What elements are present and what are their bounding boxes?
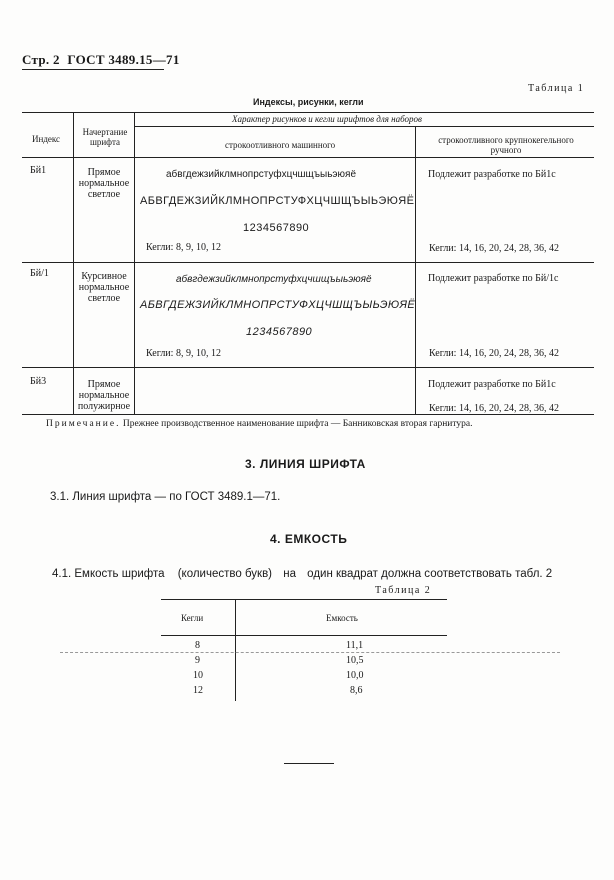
section4-text: 4.1. Емкость шрифта (количество букв) на один квадрат должна соответствовать табл. 2 bbox=[52, 568, 553, 580]
header-rule bbox=[22, 69, 164, 70]
note-text: Прежнее производственное наименование шрифта — Банниковская вторая гарнитура. bbox=[122, 419, 473, 429]
table2-header-capacity: Емкость bbox=[326, 613, 358, 623]
col-header-style: Начертание шрифта bbox=[82, 127, 128, 147]
row3-style: Прямое нормальное полужирное bbox=[77, 379, 131, 412]
row2-style: Курсивное нормальное светлое bbox=[78, 271, 130, 304]
table2-row-capacity: 11,1 bbox=[346, 640, 364, 651]
col-header-manual: строкоотливного крупнокегельного ручного bbox=[438, 135, 574, 155]
row1-machine-sizes: Кегли: 8, 9, 10, 12 bbox=[146, 242, 221, 253]
row1-lowercase-specimen: абвгдежзийклмнопрстуфхцчшщъыьэюяё bbox=[166, 169, 357, 180]
row1-style: Прямое нормальное светлое bbox=[78, 167, 130, 200]
table1-caption: Таблица 1 bbox=[528, 83, 585, 94]
footer-rule bbox=[284, 763, 334, 764]
section4-heading: 4. ЕМКОСТЬ bbox=[270, 532, 348, 546]
section3-heading: 3. ЛИНИЯ ШРИФТА bbox=[245, 457, 366, 471]
row3-manual-note: Подлежит разработке по Бй1с bbox=[428, 379, 556, 390]
row2-lowercase-specimen: абвгдежзийклмнопрстуфхцчшщъыьэюяё bbox=[176, 274, 372, 285]
table2-row-capacity: 10,0 bbox=[346, 670, 364, 681]
table2-row-capacity: 8,6 bbox=[350, 685, 363, 696]
table2-row-size: 12 bbox=[193, 685, 203, 696]
table2-header-size: Кегли bbox=[181, 613, 204, 623]
row2-digits-specimen: 1234567890 bbox=[246, 326, 313, 338]
col-header-index: Индекс bbox=[32, 134, 61, 144]
table1-title: Индексы, рисунки, кегли bbox=[253, 97, 364, 107]
page-number: Стр. 2 bbox=[22, 52, 60, 67]
row1-manual-sizes: Кегли: 14, 16, 20, 24, 28, 36, 42 bbox=[429, 243, 559, 254]
row1-uppercase-specimen: АБВГДЕЖЗИЙКЛМНОПРСТУФХЦЧШЩЪЫЬЭЮЯЁ bbox=[140, 195, 415, 207]
row1-index: Бй1 bbox=[30, 165, 47, 176]
row3-manual-sizes: Кегли: 14, 16, 20, 24, 28, 36, 42 bbox=[429, 403, 559, 414]
row2-machine-sizes: Кегли: 8, 9, 10, 12 bbox=[146, 348, 221, 359]
table2-row-size: 8 bbox=[195, 640, 200, 651]
page-header bbox=[22, 52, 180, 68]
col-header-group: Характер рисунков и кегли шрифтов для наборов bbox=[232, 114, 422, 124]
row3-index: Бй3 bbox=[30, 376, 47, 387]
note-label: Примечание. bbox=[46, 419, 121, 429]
standard-number: ГОСТ 3489.15—71 bbox=[67, 52, 180, 67]
table2-row-size: 10 bbox=[193, 670, 203, 681]
table1-note bbox=[46, 419, 473, 429]
col-header-machine: строкоотливного машинного bbox=[225, 140, 336, 150]
table2-row-size: 9 bbox=[195, 655, 200, 666]
row2-manual-sizes: Кегли: 14, 16, 20, 24, 28, 36, 42 bbox=[429, 348, 559, 359]
row2-uppercase-specimen: АБВГДЕЖЗИЙКЛМНОПРСТУФХЦЧШЩЪЫЬЭЮЯЁ bbox=[140, 299, 416, 311]
row2-index: Бй/1 bbox=[30, 268, 49, 279]
row1-manual-note: Подлежит разработке по Бй1с bbox=[428, 169, 556, 180]
table2-caption: Таблица 2 bbox=[375, 585, 432, 596]
table2-row-capacity: 10,5 bbox=[346, 655, 364, 666]
section3-text: 3.1. Линия шрифта — по ГОСТ 3489.1—71. bbox=[50, 491, 281, 503]
row2-manual-note: Подлежит разработке по Бй/1с bbox=[428, 273, 559, 284]
row1-digits-specimen: 1234567890 bbox=[243, 222, 310, 234]
